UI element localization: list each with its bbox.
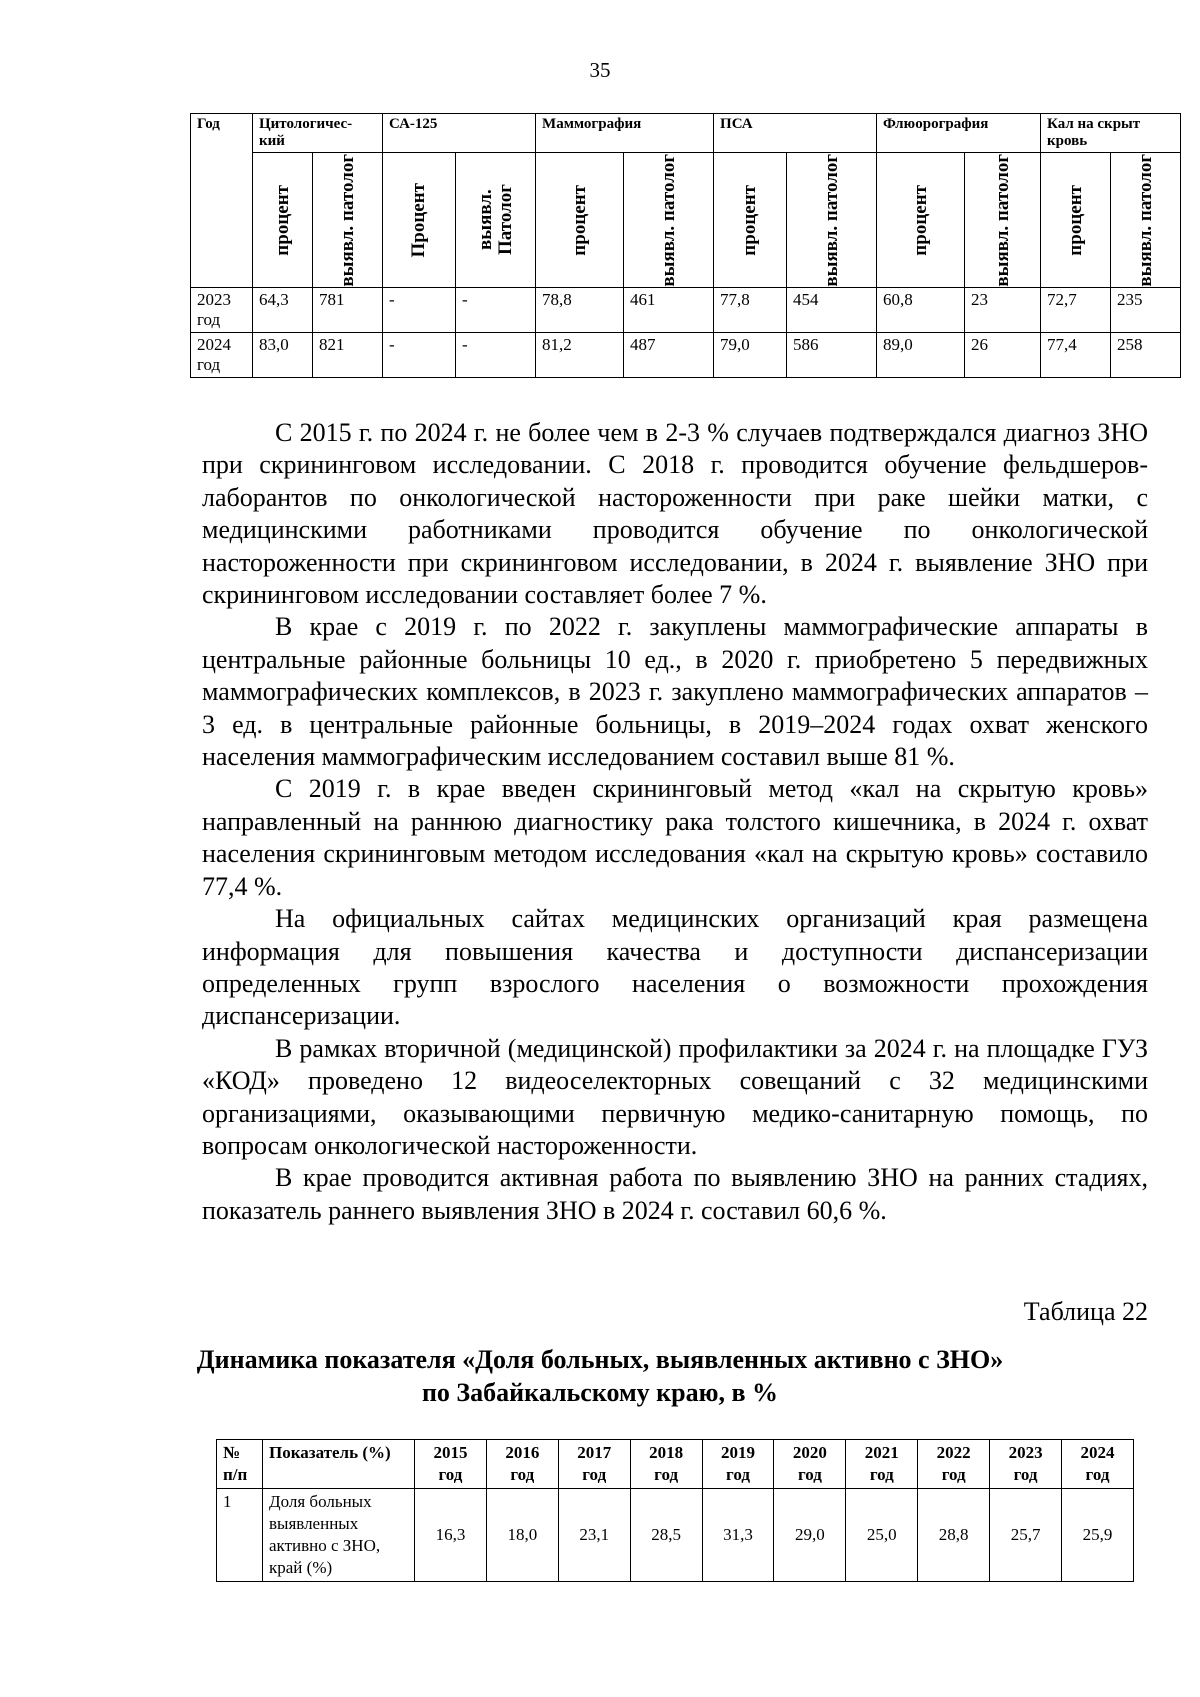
value-cell: 18,0 bbox=[486, 1489, 558, 1582]
subheader-cell bbox=[714, 153, 787, 288]
value-cell: 23 bbox=[965, 288, 1041, 333]
value-cell: - bbox=[456, 288, 536, 333]
header-num: № п/п bbox=[217, 1440, 263, 1489]
value-cell: 821 bbox=[313, 333, 383, 378]
paragraph: С 2019 г. в крае введен скрининговый метод «кал на скрытую кровь» направленный на раннюю диагностику рака толстого кишечника, в 2024 г. охват населения скрининговым методом исследования «кал на скрытую кровь» составило 77,4 %. bbox=[202, 774, 1148, 901]
header-year: 2024 год bbox=[1062, 1440, 1134, 1489]
header-year: 2017 год bbox=[558, 1440, 630, 1489]
subheader-label: выявл. патолог bbox=[820, 153, 842, 287]
value-cell: 60,8 bbox=[877, 288, 965, 333]
year-cell: 2024 год bbox=[191, 333, 253, 378]
subheader-cell bbox=[536, 153, 624, 288]
subheader-cell bbox=[624, 153, 714, 288]
year-header: Год bbox=[191, 114, 253, 288]
value-cell: 454 bbox=[787, 288, 877, 333]
subheader-label: процент bbox=[1064, 184, 1086, 256]
paragraph: В рамках вторичной (медицинской) профилактики за 2024 г. на площадке ГУЗ «КОД» проведено 12 видеоселекторных совещаний с 32 медицинскими организациями, оказывающими первичную медико-санитарную помощь, по вопросам онкологической настороженности. bbox=[202, 1033, 1148, 1160]
value-cell: 31,3 bbox=[702, 1489, 774, 1582]
value-cell: 487 bbox=[624, 333, 714, 378]
header-year: 2020 год bbox=[774, 1440, 846, 1489]
table-title bbox=[0, 1343, 1200, 1409]
subheader-cell bbox=[1041, 153, 1111, 288]
value-cell: 89,0 bbox=[877, 333, 965, 378]
subheader-label: выявл. патолог bbox=[991, 153, 1013, 287]
subheader-cell bbox=[1111, 153, 1181, 288]
group-header-occult-blood: Кал на скрыт кровь bbox=[1041, 114, 1181, 153]
subheader-label: выявл. патолог bbox=[1134, 153, 1156, 287]
subheader-cell bbox=[383, 153, 456, 288]
indicator-table bbox=[216, 1439, 1134, 1582]
subheader-label: выявл. патолог bbox=[336, 153, 358, 287]
value-cell: 78,8 bbox=[536, 288, 624, 333]
header-year: 2021 год bbox=[846, 1440, 918, 1489]
value-cell: 16,3 bbox=[415, 1489, 487, 1582]
header-year: 2018 год bbox=[630, 1440, 702, 1489]
paragraph: В крае проводится активная работа по выявлению ЗНО на ранних стадиях, показатель раннего выявления ЗНО в 2024 г. составил 60,6 %. bbox=[202, 1163, 1148, 1225]
value-cell: - bbox=[456, 333, 536, 378]
value-cell: 26 bbox=[965, 333, 1041, 378]
value-cell: 81,2 bbox=[536, 333, 624, 378]
value-cell: 25,9 bbox=[1062, 1489, 1134, 1582]
body-text bbox=[202, 417, 1148, 1227]
table-row bbox=[191, 288, 1181, 333]
table-label: Таблица 22 bbox=[1023, 1297, 1148, 1326]
header-indicator: Показатель (%) bbox=[263, 1440, 415, 1489]
value-cell: 25,0 bbox=[846, 1489, 918, 1582]
table-title-line-1: Динамика показателя «Доля больных, выявленных активно с ЗНО» bbox=[196, 1345, 1004, 1374]
screening-table bbox=[190, 113, 1181, 378]
value-cell: 28,5 bbox=[630, 1489, 702, 1582]
header-year: 2016 год bbox=[486, 1440, 558, 1489]
group-header-psa: ПСА bbox=[714, 114, 877, 153]
value-cell: 77,8 bbox=[714, 288, 787, 333]
value-cell: 781 bbox=[313, 288, 383, 333]
header-year: 2023 год bbox=[990, 1440, 1062, 1489]
value-cell: 235 bbox=[1111, 288, 1181, 333]
value-cell: 79,0 bbox=[714, 333, 787, 378]
value-cell: 23,1 bbox=[558, 1489, 630, 1582]
subheader-cell bbox=[456, 153, 536, 288]
header-year: 2019 год bbox=[702, 1440, 774, 1489]
value-cell: 461 bbox=[624, 288, 714, 333]
value-cell: 72,7 bbox=[1041, 288, 1111, 333]
year-cell: 2023 год bbox=[191, 288, 253, 333]
value-cell: 25,7 bbox=[990, 1489, 1062, 1582]
subheader-label: процент bbox=[568, 184, 590, 256]
value-cell: 28,8 bbox=[918, 1489, 990, 1582]
subheader-cell bbox=[253, 153, 313, 288]
row-num: 1 bbox=[217, 1489, 263, 1582]
table-row bbox=[217, 1489, 1134, 1582]
value-cell: - bbox=[383, 333, 456, 378]
row-indicator: Доля больных выявленных активно с ЗНО, край (%) bbox=[263, 1489, 415, 1582]
value-cell: 586 bbox=[787, 333, 877, 378]
subheader-label: процент bbox=[739, 184, 761, 256]
subheader-cell bbox=[877, 153, 965, 288]
header-year: 2022 год bbox=[918, 1440, 990, 1489]
subheader-cell bbox=[313, 153, 383, 288]
value-cell: 83,0 bbox=[253, 333, 313, 378]
value-cell: 64,3 bbox=[253, 288, 313, 333]
value-cell: - bbox=[383, 288, 456, 333]
paragraph: В крае с 2019 г. по 2022 г. закуплены маммографические аппараты в центральные районные больницы 10 ед., в 2020 г. приобретено 5 передвижных маммографических комплексов, в 2023 г. закуплено маммографических аппаратов – 3 ед. в центральные районные больницы, в 2019–2024 годах охват женского населения маммографическим исследованием составил выше 81 %. bbox=[202, 612, 1148, 772]
subheader-label: выявл. патолог bbox=[657, 153, 679, 287]
subheader-label: процент bbox=[909, 184, 931, 256]
page-number: 35 bbox=[589, 58, 611, 82]
group-header-fluorography: Флюорография bbox=[877, 114, 1041, 153]
paragraph: С 2015 г. по 2024 г. не более чем в 2-3 % случаев подтверждался диагноз ЗНО при скрининговом исследовании. С 2018 г. проводится обучение фельдшеров-лаборантов по онкологической настороженности при раке шейки матки, с медицинскими работниками проводится обучение по онкологической настороженности при скрининговом исследовании, в 2024 г. выявление ЗНО при скрининговом исследовании составляет более 7 %. bbox=[202, 418, 1148, 610]
table-row bbox=[191, 333, 1181, 378]
subheader-label: выявл. Патолог bbox=[474, 184, 516, 256]
value-cell: 258 bbox=[1111, 333, 1181, 378]
value-cell: 29,0 bbox=[774, 1489, 846, 1582]
subheader-cell bbox=[787, 153, 877, 288]
table-title-line-2: по Забайкальскому краю, в % bbox=[421, 1378, 779, 1407]
group-header-mammography: Маммография bbox=[536, 114, 714, 153]
group-header-ca125: СА-125 bbox=[383, 114, 536, 153]
group-header-cytology: Цитологичес-кий bbox=[253, 114, 383, 153]
subheader-label: Процент bbox=[408, 182, 430, 258]
paragraph: На официальных сайтах медицинских организаций края размещена информация для повышения качества и доступности диспансеризации определенных групп взрослого населения о возможности прохождения диспансеризации. bbox=[202, 904, 1148, 1031]
subheader-cell bbox=[965, 153, 1041, 288]
subheader-label: процент bbox=[271, 184, 293, 256]
value-cell: 77,4 bbox=[1041, 333, 1111, 378]
header-year: 2015 год bbox=[415, 1440, 487, 1489]
